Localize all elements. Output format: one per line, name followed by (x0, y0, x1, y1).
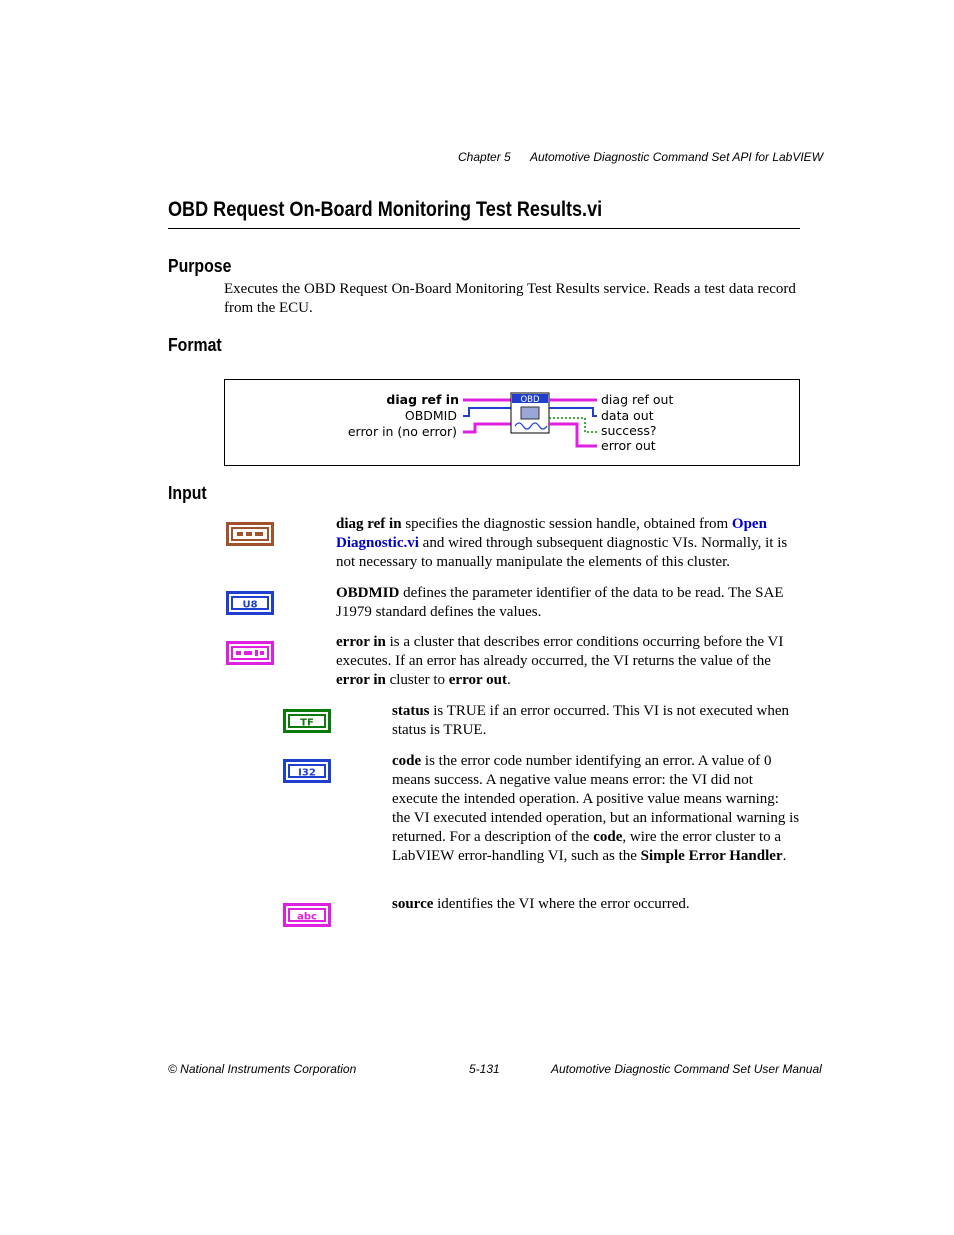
vi-node-computer-icon (521, 407, 539, 419)
desc-text: identifies the VI where the error occurred. (433, 896, 690, 912)
wire-error-out (549, 424, 597, 446)
term-error-out-ref: error out (448, 672, 507, 688)
title-rule (168, 228, 800, 229)
term-source: source (392, 896, 434, 912)
input-label-error-in: error in (no error) (347, 424, 457, 439)
input-desc-error-in (336, 633, 800, 690)
desc-text: cluster to (385, 672, 449, 688)
u8-icon-graphic (229, 594, 271, 612)
wire-data-out (549, 408, 597, 416)
string-icon-text: abc (297, 911, 317, 923)
input-desc-status (392, 702, 800, 740)
refnum-cluster-icon (226, 522, 274, 546)
vi-node-label: OBD (520, 395, 540, 405)
input-desc-source (392, 895, 800, 914)
error-cluster-icon-graphic (229, 644, 271, 662)
wire-error-in (463, 424, 511, 432)
desc-text: is a cluster that describes error conditions occurring before the VI executes. If an error has already occurred, the VI returns the value of the (336, 634, 784, 669)
error-cluster-icon (226, 641, 274, 665)
link-open-diagnostic[interactable]: Open Diagnostic.vi (336, 516, 767, 551)
i32-numeric-icon (283, 759, 331, 783)
page-title: OBD Request On-Board Monitoring Test Results.vi (168, 198, 603, 221)
wire-obdmid (463, 408, 511, 416)
header-chapter: Chapter 5 (458, 150, 511, 164)
purpose-heading: Purpose (168, 256, 232, 276)
string-icon (283, 903, 331, 927)
format-heading: Format (168, 335, 222, 355)
input-heading: Input (168, 483, 207, 503)
term-simple-error-handler: Simple Error Handler (640, 848, 783, 864)
connector-pane-diagram (225, 380, 799, 465)
output-label-data-out: data out (601, 408, 654, 423)
string-icon-graphic (286, 906, 328, 924)
desc-text: and wired through subsequent diagnostic VIs. Normally, it is not necessary to manually manipulate the elements of this cluster. (336, 535, 788, 570)
boolean-icon-graphic (286, 712, 328, 730)
input-desc-diag-ref-in (336, 515, 800, 572)
boolean-icon-text: TF (300, 717, 314, 729)
desc-text: specifies the diagnostic session handle, obtained from (401, 516, 732, 532)
footer-copyright: © National Instruments Corporation (168, 1062, 357, 1076)
desc-text: , wire the error cluster to a LabVIEW error-handling VI, such as the (392, 829, 782, 864)
term-error-in: error in (336, 634, 386, 650)
desc-text: . (782, 848, 787, 864)
term-code: code (392, 753, 422, 769)
output-label-diag-ref-out: diag ref out (601, 392, 674, 407)
i32-icon-graphic (286, 762, 328, 780)
desc-text: is TRUE if an error occurred. This VI is not executed when status is TRUE. (392, 703, 790, 738)
desc-text: is the error code number identifying an error. A value of 0 means success. A negative value means error: the VI did not execute the intended operation. A positive value means warning: the VI executed intended operation, but an informational warning is returned. For a description of the (392, 753, 800, 845)
u8-numeric-icon (226, 591, 274, 615)
input-label-diag-ref-in: diag ref in (386, 392, 459, 407)
term-status: status (392, 703, 430, 719)
term-obdmid: OBDMID (336, 585, 400, 601)
header-chapter-title: Automotive Diagnostic Command Set API for LabVIEW (530, 150, 824, 164)
desc-text: . (506, 672, 511, 688)
output-label-success: success? (601, 423, 657, 438)
purpose-text: Executes the OBD Request On-Board Monitoring Test Results service. Reads a test data record from the ECU. (224, 281, 796, 316)
input-label-obdmid: OBDMID (404, 408, 457, 423)
footer-page-number: 5-131 (469, 1062, 500, 1076)
format-diagram-box (224, 379, 800, 466)
term-code-ref: code (593, 829, 623, 845)
refnum-cluster-icon-graphic (229, 525, 271, 543)
output-label-error-out: error out (601, 438, 656, 453)
u8-icon-text: U8 (242, 599, 258, 611)
input-desc-obdmid (336, 584, 800, 622)
boolean-icon (283, 709, 331, 733)
term-diag-ref-in: diag ref in (336, 516, 402, 532)
term-error-in-ref: error in (336, 672, 386, 688)
footer-manual-title: Automotive Diagnostic Command Set User Manual (551, 1062, 822, 1076)
desc-text: defines the parameter identifier of the data to be read. The SAE J1979 standard defines the values. (336, 585, 784, 620)
i32-icon-text: I32 (298, 767, 316, 779)
input-desc-code (392, 752, 800, 866)
